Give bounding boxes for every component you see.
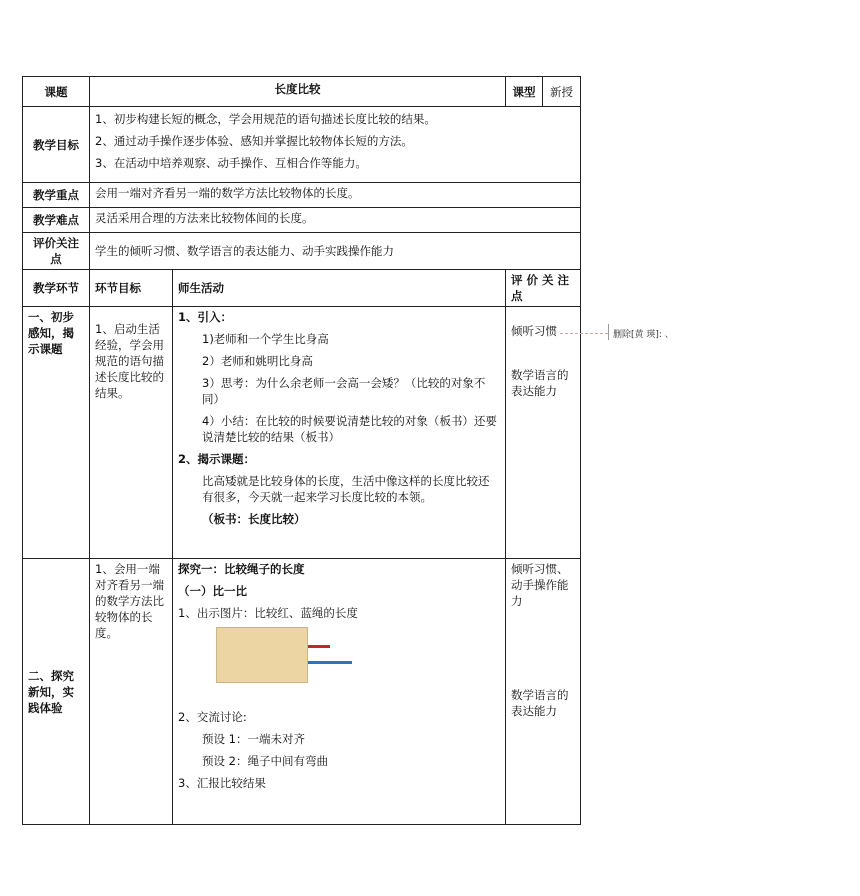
lesson-plan-table: [22, 76, 581, 825]
rope-comparison-picture: [216, 627, 366, 683]
evaluation-row: [23, 233, 581, 270]
focus-item: 数学语言的表达能力: [511, 368, 569, 398]
section1-stage: 一、初步感知，揭示课题: [23, 307, 90, 559]
section2-row: [23, 559, 581, 825]
blue-rope: [308, 661, 352, 664]
step-discussion: 2、交流讨论:: [178, 710, 247, 724]
focus-item: 倾听习惯、动手操作能力: [511, 562, 569, 608]
evaluation-value: 学生的倾听习惯、数学语言的表达能力、动手实践操作能力: [90, 233, 581, 270]
col-stage: 教学环节: [23, 270, 90, 307]
col-activity: 师生活动: [173, 270, 506, 307]
assumption: 预设 2：绳子中间有弯曲: [202, 754, 328, 768]
intro-step: 1)老师和一个学生比身高: [202, 332, 329, 346]
goals-label: 教学目标: [23, 107, 90, 183]
goal-item: 3、在活动中培养观察、动手操作、互相合作等能力。: [95, 156, 367, 170]
evaluation-label: 评价关注点: [23, 233, 90, 270]
section1-objective: 1、启动生活经验，学会用规范的语句描述长度比较的结果。: [90, 307, 173, 559]
section2-focus: [506, 559, 581, 825]
reveal-text: 比高矮就是比较身体的长度，生活中像这样的长度比较还有很多，今天就一起来学习长度比较的本领。: [202, 474, 490, 504]
goals-row: [23, 107, 581, 183]
goals-list: [90, 107, 581, 183]
step-show-picture: 1、出示图片：比较红、蓝绳的长度: [178, 606, 358, 620]
column-header-row: [23, 270, 581, 307]
difficulty-row: [23, 208, 581, 233]
type-label: 课型: [506, 77, 543, 107]
key-point-label: 教学重点: [23, 183, 90, 208]
intro-step: 3）思考：为什么余老师一会高一会矮？（比较的对象不同）: [202, 376, 486, 406]
topic-value: 长度比较: [90, 77, 506, 107]
intro-step: 2）老师和姚明比身高: [202, 354, 313, 368]
difficulty-value: 灵活采用合理的方法来比较物体间的长度。: [90, 208, 581, 233]
difficulty-label: 教学难点: [23, 208, 90, 233]
focus-item: 数学语言的表达能力: [511, 688, 569, 718]
section1-activity: [173, 307, 506, 559]
goal-item: 1、初步构建长短的概念，学会用规范的语句描述长度比较的结果。: [95, 112, 436, 126]
section1-focus: [506, 307, 581, 559]
compare-subheading: （一）比一比: [178, 584, 247, 598]
key-point-value: 会用一端对齐看另一端的数学方法比较物体的长度。: [90, 183, 581, 208]
envelope-image: [216, 627, 308, 683]
key-point-row: [23, 183, 581, 208]
step-report: 3、汇报比较结果: [178, 776, 266, 790]
red-rope: [308, 645, 330, 648]
intro-heading: 1、引入：: [178, 310, 233, 324]
comment-marker: [608, 324, 609, 340]
topic-label: 课题: [23, 77, 90, 107]
section2-objective: 1、会用一端对齐看另一端的数学方法比较物体的长度。: [90, 559, 173, 825]
comment-connector: [560, 333, 608, 334]
focus-item: 倾听习惯: [511, 324, 557, 338]
header-row: [23, 77, 581, 107]
type-value: 新授: [543, 77, 581, 107]
intro-step: 4）小结：在比较的时候要说清楚比较的对象（板书）还要说清楚比较的结果（板书）: [202, 414, 497, 444]
deletion-comment[interactable]: 删除[黄 瑛]: 、: [613, 330, 674, 340]
section1-row: [23, 307, 581, 559]
col-focus: 评 价 关 注 点: [506, 270, 581, 307]
explore-heading: 探究一：比较绳子的长度: [178, 562, 305, 576]
goal-item: 2、通过动手操作逐步体验、感知并掌握比较物体长短的方法。: [95, 134, 413, 148]
board-title: （板书：长度比较）: [202, 512, 306, 526]
reveal-heading: 2、揭示课题：: [178, 452, 256, 466]
assumption: 预设 1：一端未对齐: [202, 732, 305, 746]
section2-stage: 二、探究新知，实践体验: [23, 559, 90, 825]
col-objective: 环节目标: [90, 270, 173, 307]
section2-activity: [173, 559, 506, 825]
